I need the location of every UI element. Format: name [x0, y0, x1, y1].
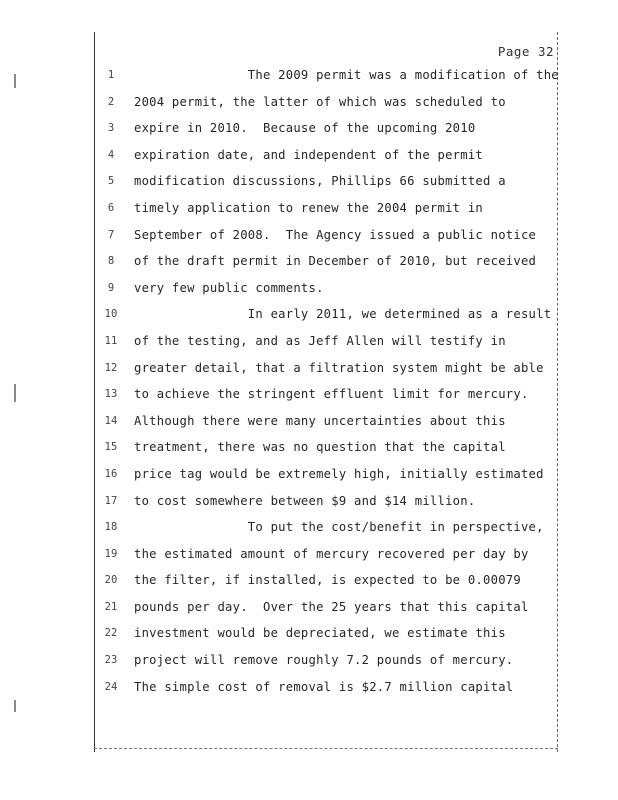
- margin-mark: [14, 74, 16, 88]
- transcript-line: [100, 545, 556, 572]
- line-text: In early 2011, we determined as a result: [134, 307, 552, 322]
- transcript-line: [100, 332, 556, 359]
- line-number: 8: [107, 255, 115, 268]
- line-number: 6: [107, 201, 115, 214]
- line-number: 21: [104, 600, 118, 613]
- line-text: to cost somewhere between $9 and $14 million.: [134, 493, 476, 508]
- transcript-line: [100, 119, 556, 146]
- line-text: of the draft permit in December of 2010, but received: [134, 254, 537, 269]
- transcript-line: [100, 93, 556, 120]
- transcript-line: [100, 571, 556, 598]
- line-text: Although there were many uncertainties about this: [134, 413, 506, 428]
- line-number: 4: [107, 148, 115, 161]
- line-text: project will remove roughly 7.2 pounds of mercury.: [134, 653, 514, 668]
- transcript-line: [100, 385, 556, 412]
- transcript-line: [100, 412, 556, 439]
- transcript-line: [100, 279, 556, 306]
- transcript-line: [100, 66, 559, 93]
- line-text: To put the cost/benefit in perspective,: [134, 520, 544, 535]
- line-number: 19: [104, 547, 118, 560]
- line-text: investment would be depreciated, we estimate this: [134, 626, 506, 641]
- line-number: 15: [104, 441, 118, 454]
- line-number: 5: [107, 175, 115, 188]
- transcript-line: [100, 624, 556, 651]
- transcript-line: [100, 146, 556, 173]
- line-number: 1: [107, 69, 115, 81]
- margin-mark: [14, 700, 16, 712]
- line-number: 7: [107, 228, 115, 241]
- line-number: 17: [104, 494, 118, 507]
- line-text: pounds per day. Over the 25 years that this capital: [134, 599, 529, 614]
- transcript-line: [100, 172, 556, 199]
- line-text: the filter, if installed, is expected to be 0.00079: [134, 573, 521, 588]
- line-text: modification discussions, Phillips 66 submitted a: [134, 174, 506, 189]
- transcript-line: [100, 252, 556, 279]
- transcript-line: [100, 359, 556, 386]
- line-text: to achieve the stringent effluent limit for mercury.: [134, 387, 529, 402]
- transcript-line: [100, 518, 556, 545]
- transcript-line: [100, 598, 556, 625]
- transcript-line: [100, 678, 556, 705]
- transcript-line: [100, 492, 556, 519]
- line-number: 3: [107, 122, 115, 135]
- line-number: 14: [104, 414, 118, 427]
- transcript-line: [100, 465, 556, 492]
- line-text: greater detail, that a filtration system might be able: [134, 360, 544, 375]
- line-text: The simple cost of removal is $2.7 million capital: [134, 679, 514, 694]
- line-text: The 2009 permit was a modification of the: [134, 68, 559, 82]
- line-text: September of 2008. The Agency issued a public notice: [134, 227, 537, 242]
- line-number: 9: [107, 281, 115, 294]
- transcript-body: [100, 66, 559, 704]
- line-number: 20: [104, 574, 118, 587]
- line-number: 2: [107, 95, 115, 108]
- line-text: price tag would be extremely high, initially estimated: [134, 466, 544, 481]
- line-text: treatment, there was no question that the capital: [134, 440, 506, 455]
- line-number: 22: [104, 627, 118, 640]
- page-bottom-edge: [94, 748, 558, 749]
- line-number: 23: [104, 654, 118, 667]
- line-number: 18: [104, 521, 118, 534]
- transcript-line: [100, 438, 556, 465]
- line-text: very few public comments.: [134, 280, 324, 295]
- line-text: expiration date, and independent of the permit: [134, 147, 484, 162]
- transcript-line: [100, 305, 556, 332]
- page-number: Page 32: [497, 44, 554, 59]
- line-text: expire in 2010. Because of the upcoming 2010: [134, 121, 476, 136]
- transcript-line: [100, 226, 556, 253]
- line-number: 16: [104, 467, 118, 480]
- transcript-line: [100, 199, 556, 226]
- transcript-line: [100, 651, 556, 678]
- line-text: of the testing, and as Jeff Allen will testify in: [134, 333, 506, 348]
- line-number: 24: [104, 680, 118, 693]
- line-text: timely application to renew the 2004 permit in: [134, 200, 484, 215]
- line-number: 12: [104, 361, 118, 374]
- line-number: 10: [104, 308, 118, 321]
- line-number: 13: [104, 388, 118, 401]
- margin-mark: [14, 384, 16, 402]
- line-text: the estimated amount of mercury recovered per day by: [134, 546, 529, 561]
- line-number: 11: [104, 334, 118, 347]
- line-text: 2004 permit, the latter of which was scheduled to: [134, 94, 506, 109]
